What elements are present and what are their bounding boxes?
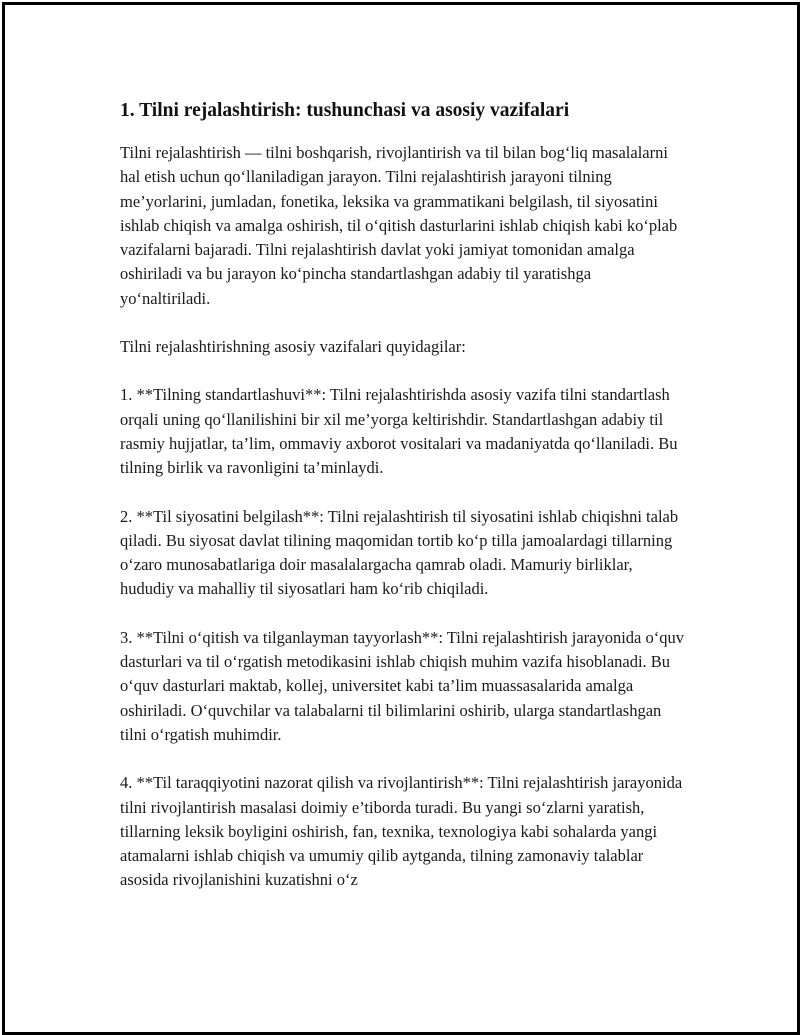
task-teaching-paragraph: 3. **Tilni o‘qitish va tilganlayman tayyorlash**: Tilni rejalashtirish jarayonida o‘quv dasturlari va til o‘rgatish metodikasini ishlab chiqish muhim vazifa hisoblanadi. Bu o‘quv dasturlari maktab, kollej, universitet kabi ta’lim muassasalarida amalga oshiriladi. O‘quvchilar va talabalarni til bilimlarini oshirib, ularga standartlashgan tilni o‘rgatish muhimdir. <box>120 627 685 744</box>
task-development-paragraph: 4. **Til taraqqiyotini nazorat qilish va rivojlantirish**: Tilni rejalashtirish jarayonida tilni rivojlantirish masalasi doimiy e’tiborda turadi. Bu yangi so‘zlarni yaratish, tillarning leksik boyligini oshirish, fan, texnika, texnologiya kabi sohalarda yangi atamalarni ishlab chiqish va umumiy qilib aytganda, tilning zamonaviy talablar asosida rivojlanishini kuzatishni o‘z <box>120 773 683 890</box>
task-standardization-paragraph: 1. **Tilning standartlashuvi**: Tilni rejalashtirishda asosiy vazifa tilni standartlash orqali uning qo‘llanilishini bir xil me’yorga keltirishdir. Standartlashgan adabiy til rasmiy hujjatlar, ta’lim, ommaviy axborot vositalari va madaniyatda qo‘llaniladi. Bu tilning birlik va ravonligini ta’minlaydi. <box>120 385 678 478</box>
page-frame <box>2 2 800 1035</box>
task-language-policy-paragraph: 2. **Til siyosatini belgilash**: Tilni rejalashtirish til siyosatini ishlab chiqishni talab qiladi. Bu siyosat davlat tilining maqomidan tortib ko‘p tilla jamoalardagi tillarning o‘zaro munosabatlariga doir masalalargacha qamrab oladi. Mamuriy birliklar, hududiy va mahalliy til siyosatlari ham ko‘rib chiqiladi. <box>120 506 679 599</box>
intro-paragraph: Tilni rejalashtirish — tilni boshqarish, rivojlantirish va til bilan bog‘liq masalalarni hal etish uchun qo‘llaniladigan jarayon. Tilni rejalashtirish jarayoni tilning me’yorlarini, jumladan, fonetika, leksika va grammatikani belgilash, til siyosatini ishlab chiqish va amalga oshirish, til o‘qitish dasturlarini ishlab chiqish kabi ko‘plab vazifalarni bajaradi. Tilni rejalashtirish davlat yoki jamiyat tomonidan amalga oshiriladi va bu jarayon ko‘pincha standartlashgan adabiy til yaratishga yo‘naltiriladi. <box>120 143 678 308</box>
section-heading: 1. Tilni rejalashtirish: tushunchasi va asosiy vazifalari <box>120 100 570 121</box>
tasks-intro-paragraph: Tilni rejalashtirishning asosiy vazifalari quyidagilar: <box>120 337 466 357</box>
document-body <box>120 98 685 917</box>
